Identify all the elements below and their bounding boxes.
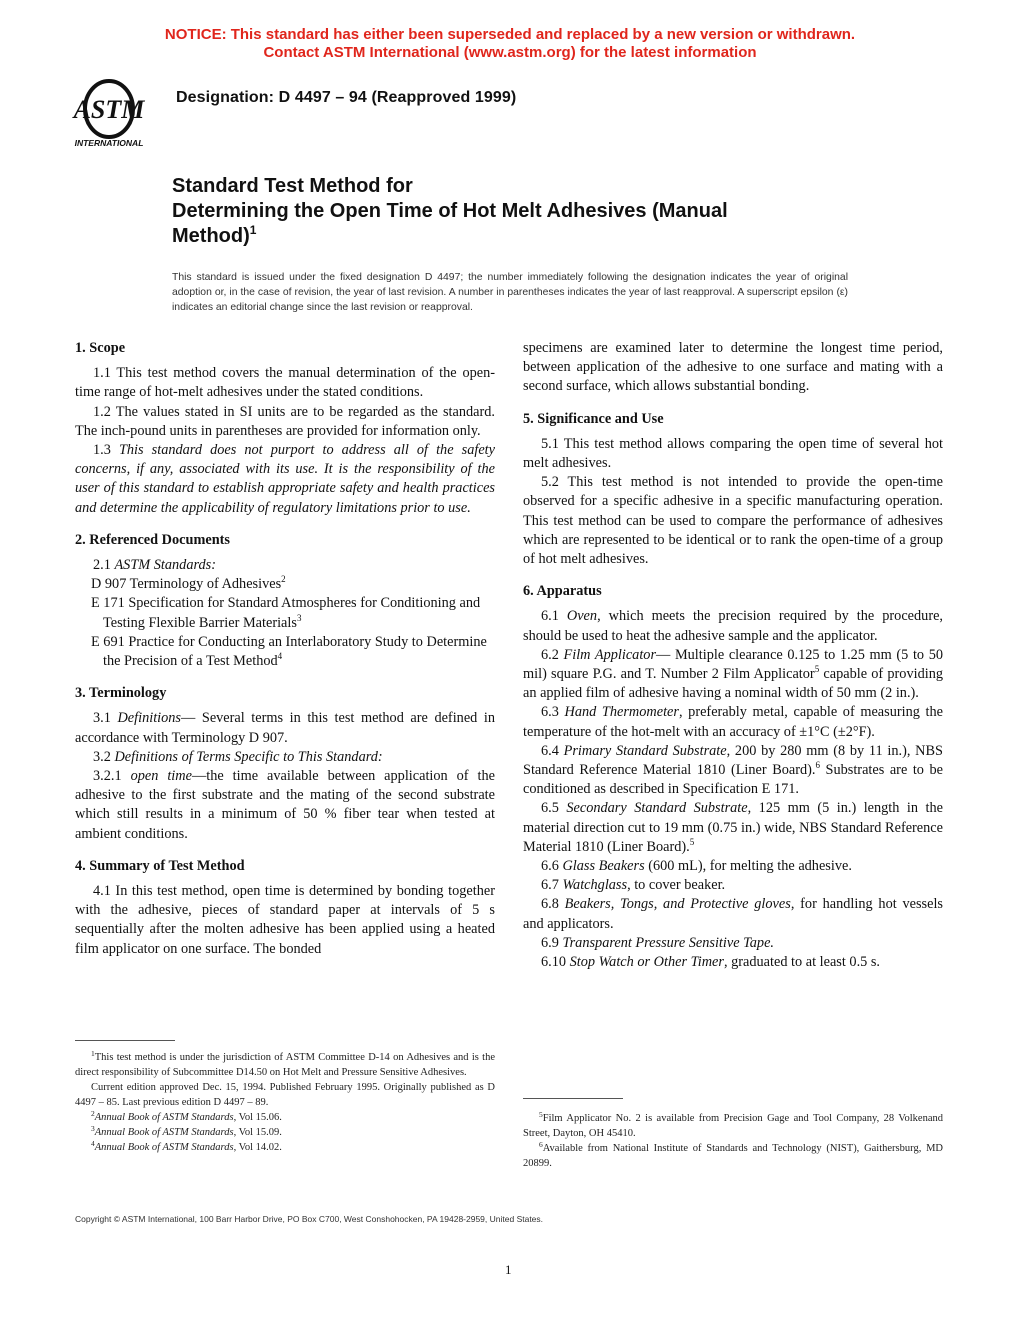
page-number: 1 <box>505 1262 512 1277</box>
title-line-3: Method) <box>172 225 250 247</box>
title-footnote-ref: 1 <box>249 223 257 237</box>
footnote-1b: Current edition approved Dec. 15, 1994. Published February 1995. Originally published as D 4497 – 85. Last previous edition D 4497 – 89. <box>75 1082 495 1108</box>
title-line-1: Standard Test Method for <box>172 175 413 197</box>
right-column <box>523 339 943 972</box>
ref-d907: D 907 Terminology of Adhesives$^2$ <box>91 574 286 593</box>
summary-4-1: 4.1 In this test method, open time is determined by bonding together with the adhesive, pieces of standard paper at intervals of 5 s sequentially after the molten adhesive has been applied using a heated film applicator on one surface. The bonded <box>75 883 495 957</box>
section-apparatus-heading: 6. Apparatus <box>523 583 602 600</box>
apparatus-6-2: 6.2 Film Applicator— Multiple clearance 0.125 to 1.25 mm (5 to 50 mil) square P.G. and T. Number 2 Film Applicator$^5$ capable of providing an applied film of adhesive having a nominal width of 50 mm (2 in.). <box>523 646 943 702</box>
logo-text: ASTM <box>73 95 145 124</box>
supersede-notice <box>0 26 1020 62</box>
footnotes-left <box>75 1050 495 1155</box>
scope-1-2: 1.2 The values stated in SI units are to be regarded as the standard. The inch-pound units in parentheses are provided for information only. <box>75 403 495 439</box>
footnote-1: $^1$This test method is under the jurisdiction of ASTM Committee D-14 on Adhesives and is the direct responsibility of Subcommittee D14.50 on Hot Melt and Pressure Sensitive Adhesives. <box>75 1049 495 1078</box>
footnote-rule-left <box>75 1040 175 1041</box>
footnote-6: $^6$Available from National Institute of Standards and Technology (NIST), Gaithersburg, MD 20899. <box>523 1140 943 1169</box>
issuance-note: This standard is issued under the fixed designation D 4497; the number immediately following the designation indicates the year of original adoption or, in the case of revision, the year of last revision. A number in parentheses indicates the year of last reapproval. A superscript epsilon (ε) indicates an editorial change since the last revision or reapproval. <box>172 272 848 313</box>
notice-line-2: Contact ASTM International (www.astm.org) for the latest information <box>263 44 757 61</box>
referenced-2-1: 2.1 ASTM Standards: <box>93 557 216 574</box>
section-summary-heading: 4. Summary of Test Method <box>75 857 245 874</box>
apparatus-6-6: 6.6 Glass Beakers (600 mL), for melting the adhesive. <box>541 858 852 875</box>
left-column <box>75 339 495 959</box>
significance-5-2: 5.2 This test method is not intended to provide the open-time observed for a specific adhesive in a specific manufacturing operation. This test method can be used to compare the performance of adhesives which are represented to be identical or to rank the open-time of a group of hot melt adhesives. <box>523 474 943 568</box>
summary-4-1-continued: specimens are examined later to determine the longest time period, between application of the adhesive to one surface and mating with a second surface, which allows substantial bonding. <box>523 340 943 395</box>
logo-subtitle: INTERNATIONAL <box>74 138 144 148</box>
apparatus-6-3: 6.3 Hand Thermometer, preferably metal, capable of measuring the temperature of the hot-melt with an accuracy of ±1°C (±2°F). <box>523 704 944 740</box>
apparatus-6-5: 6.5 Secondary Standard Substrate, 125 mm (5 in.) length in the material direction cut to 19 mm (0.75 in.) wide, NBS Standard Reference Material 1810 (Liner Board).$^5$ <box>523 800 943 855</box>
section-scope-heading: 1. Scope <box>75 340 126 356</box>
title-line-2: Determining the Open Time of Hot Melt Adhesives (Manual <box>172 200 728 222</box>
apparatus-6-1: 6.1 Oven, which meets the precision required by the procedure, should be used to heat the adhesive sample and the applicator. <box>523 608 943 644</box>
ref-e691: E 691 Practice for Conducting an Interlaboratory Study to Determine the Precision of a Test Method$^4$ <box>91 633 487 670</box>
designation: Designation: D 4497 – 94 (Reapproved 1999) <box>176 89 517 106</box>
apparatus-6-7: 6.7 Watchglass, to cover beaker. <box>541 877 726 894</box>
apparatus-6-9: 6.9 Transparent Pressure Sensitive Tape. <box>541 934 774 951</box>
astm-logo <box>62 76 166 150</box>
section-terminology-heading: 3. Terminology <box>75 685 167 702</box>
scope-1-3: 1.3 This standard does not purport to address all of the safety concerns, if any, associated with its use. It is the responsibility of the user of this standard to establish appropriate safety and health practices and determine the applicability of regulatory limitations prior to use. <box>75 442 495 516</box>
footnotes-right <box>523 1111 943 1171</box>
section-significance-heading: 5. Significance and Use <box>523 410 664 427</box>
footnote-3: $^3$Annual Book of ASTM Standards, Vol 15.09. <box>91 1124 282 1138</box>
scope-1-1: 1.1 This test method covers the manual determination of the open-time range of hot-melt adhesives under the stated conditions. <box>75 365 495 401</box>
section-referenced-heading: 2. Referenced Documents <box>75 531 230 548</box>
document-title <box>172 174 912 249</box>
apparatus-6-4: 6.4 Primary Standard Substrate, 200 by 280 mm (8 by 11 in.), NBS Standard Reference Material 1810 (Liner Board).$^6$ Substrates are to be conditioned as described in Specification E 171. <box>523 742 943 798</box>
footnote-rule-right <box>523 1098 623 1099</box>
terminology-3-2: 3.2 Definitions of Terms Specific to This Standard: <box>93 748 383 765</box>
notice-line-1: NOTICE: This standard has either been superseded and replaced by a new version or withdrawn. <box>164 26 856 43</box>
footnote-2: $^2$Annual Book of ASTM Standards, Vol 15.06. <box>91 1109 282 1123</box>
apparatus-6-8: 6.8 Beakers, Tongs, and Protective gloves, for handling hot vessels and applicators. <box>523 896 943 932</box>
terminology-3-2-1: 3.2.1 open time—the time available between application of the adhesive to the first substrate and the mating of the second substrate which still results in a minimum of 50 % fiber tear when tested at ambient conditions. <box>75 768 495 842</box>
terminology-3-1: 3.1 Definitions— Several terms in this test method are defined in accordance with Terminology D 907. <box>75 710 495 746</box>
ref-e171: E 171 Specification for Standard Atmospheres for Conditioning and Testing Flexible Barrier Materials$^3$ <box>91 595 481 631</box>
copyright: Copyright © ASTM International, 100 Barr Harbor Drive, PO Box C700, West Conshohocken, PA 19428-2959, United States. <box>75 1214 544 1224</box>
footnote-4: $^4$Annual Book of ASTM Standards, Vol 14.02. <box>91 1139 282 1153</box>
apparatus-6-10: 6.10 Stop Watch or Other Timer, graduated to at least 0.5 s. <box>541 954 880 971</box>
significance-5-1: 5.1 This test method allows comparing the open time of several hot melt adhesives. <box>523 435 943 472</box>
footnote-5: $^5$Film Applicator No. 2 is available from Precision Gage and Tool Company, 28 Volkenand Street, Dayton, OH 45410. <box>523 1110 943 1139</box>
